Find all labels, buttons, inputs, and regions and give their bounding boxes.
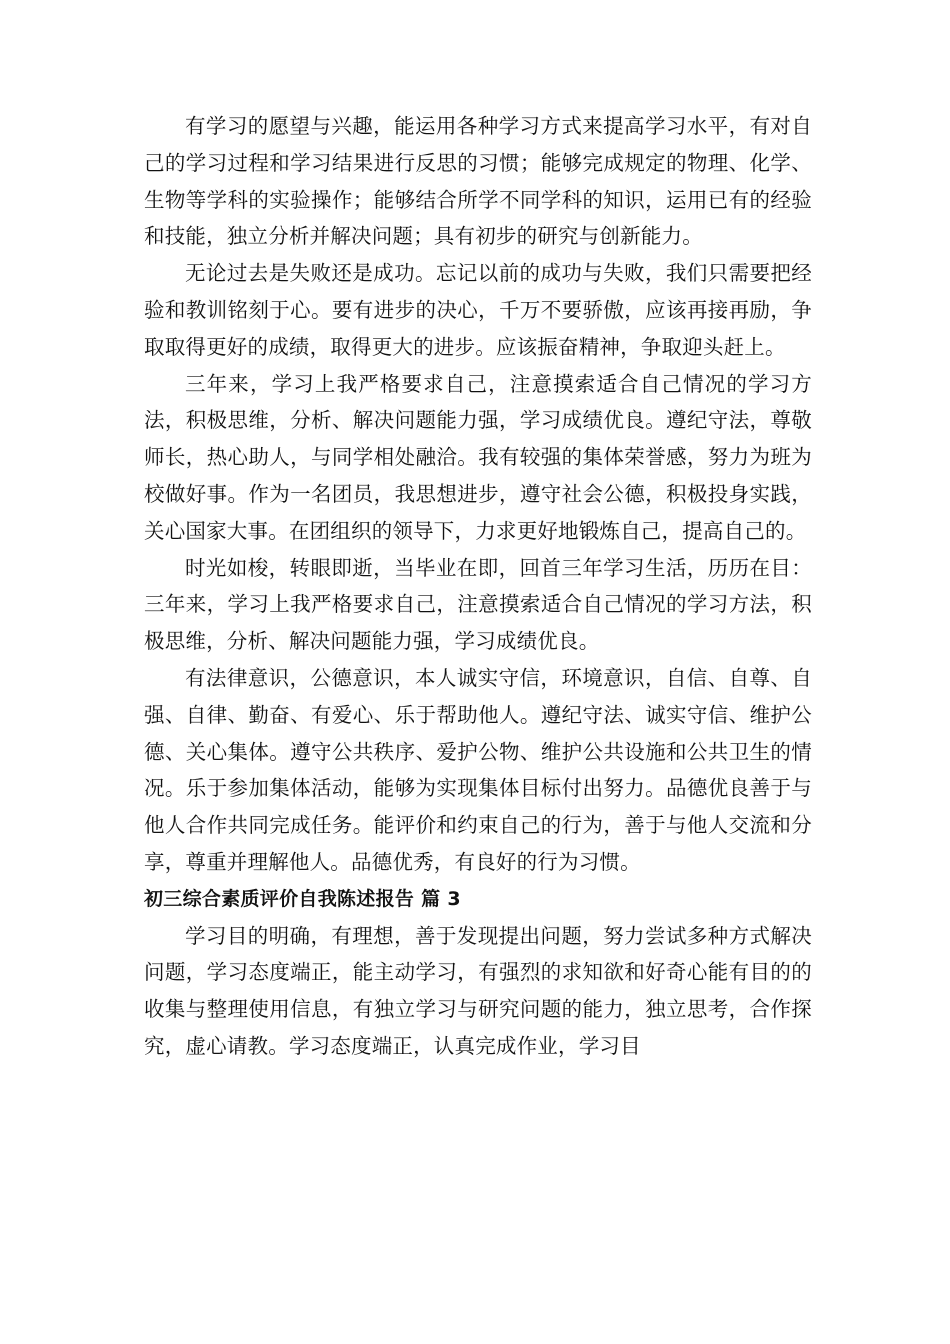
section-heading: 初三综合素质评价自我陈述报告 篇 3 xyxy=(144,887,461,910)
paragraph-time-flies: 时光如梭，转眼即逝，当毕业在即，回首三年学习生活，历历在目：三年来，学习上我严格要求自己，注意摸索适合自己情况的学习方法，积极思维，分析、解决问题能力强，学习成绩优良。 xyxy=(144,555,812,654)
paragraph-learning-goals: 学习目的明确，有理想，善于发现提出问题，努力尝试多种方式解决问题，学习态度端正，能主动学习，有强烈的求知欲和好奇心能有目的的收集与整理使用信息，有独立学习与研究问题的能力，独立思考，合作探究，虚心请教。学习态度端正，认真完成作业，学习目 xyxy=(144,923,812,1058)
paragraph-learning-desire: 有学习的愿望与兴趣，能运用各种学习方式来提高学习水平，有对自己的学习过程和学习结果进行反思的习惯；能够完成规定的物理、化学、生物等学科的实验操作；能够结合所学不同学科的知识，运用已有的经验和技能，独立分析并解决问题；具有初步的研究与创新能力。 xyxy=(144,114,812,249)
paragraph-past-success-failure: 无论过去是失败还是成功。忘记以前的成功与失败，我们只需要把经验和教训铭刻于心。要有进步的决心，千万不要骄傲，应该再接再励，争取取得更好的成绩，取得更大的进步。应该振奋精神，争取迎头赶上。 xyxy=(144,261,812,359)
paragraph-three-years-study: 三年来，学习上我严格要求自己，注意摸索适合自己情况的学习方法，积极思维，分析、解决问题能力强，学习成绩优良。遵纪守法，尊敬师长，热心助人，与同学相处融洽。我有较强的集体荣誉感，努力为班为校做好事。作为一名团员，我思想进步，遵守社会公德，积极投身实践，关心国家大事。在团组织的领导下，力求更好地锻炼自己，提高自己的。 xyxy=(144,371,812,543)
paragraph-legal-awareness: 有法律意识，公德意识，本人诚实守信，环境意识，自信、自尊、自强、自律、勤奋、有爱心、乐于帮助他人。遵纪守法、诚实守信、维护公德、关心集体。遵守公共秩序、爱护公物、维护公共设施和公共卫生的情况。乐于参加集体活动，能够为实现集体目标付出努力。品德优良善于与他人合作共同完成任务。能评价和约束自己的行为，善于与他人交流和分享，尊重并理解他人。品德优秀，有良好的行为习惯。 xyxy=(144,665,812,874)
document-page xyxy=(144,108,812,1065)
